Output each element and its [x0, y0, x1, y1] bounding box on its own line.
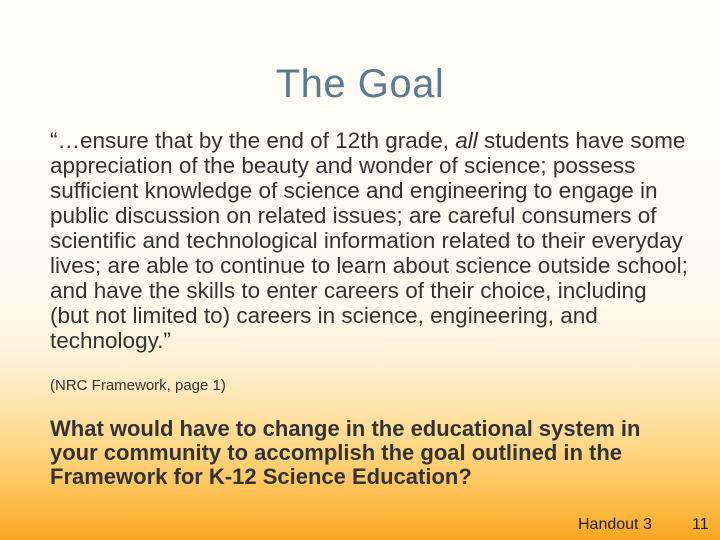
slide-title: The Goal	[275, 62, 445, 106]
quote-emphasis: all	[455, 128, 478, 153]
quote-lead: “…ensure that by the end of 12th grade,	[50, 128, 456, 153]
handout-label: Handout 3	[578, 516, 652, 533]
quote-rest: students have some appreciation of the beauty and wonder of science; possess sufficient knowledge of science and engineering to engage in public discussion on related issues; are careful consumers of scientific and technological information related to their everyday lives; are able to continue to learn about science outside school; and have the skills to enter careers of their choice, including (but not limited to) careers in science, engineering, and technology.”	[50, 128, 688, 353]
goal-quote	[50, 128, 690, 353]
citation: (NRC Framework, page 1)	[50, 377, 226, 394]
page-number: 11	[692, 516, 709, 533]
discussion-question: What would have to change in the educational system in your community to accomplish the goal outlined in the Framework for K-12 Science Education?	[50, 416, 641, 489]
